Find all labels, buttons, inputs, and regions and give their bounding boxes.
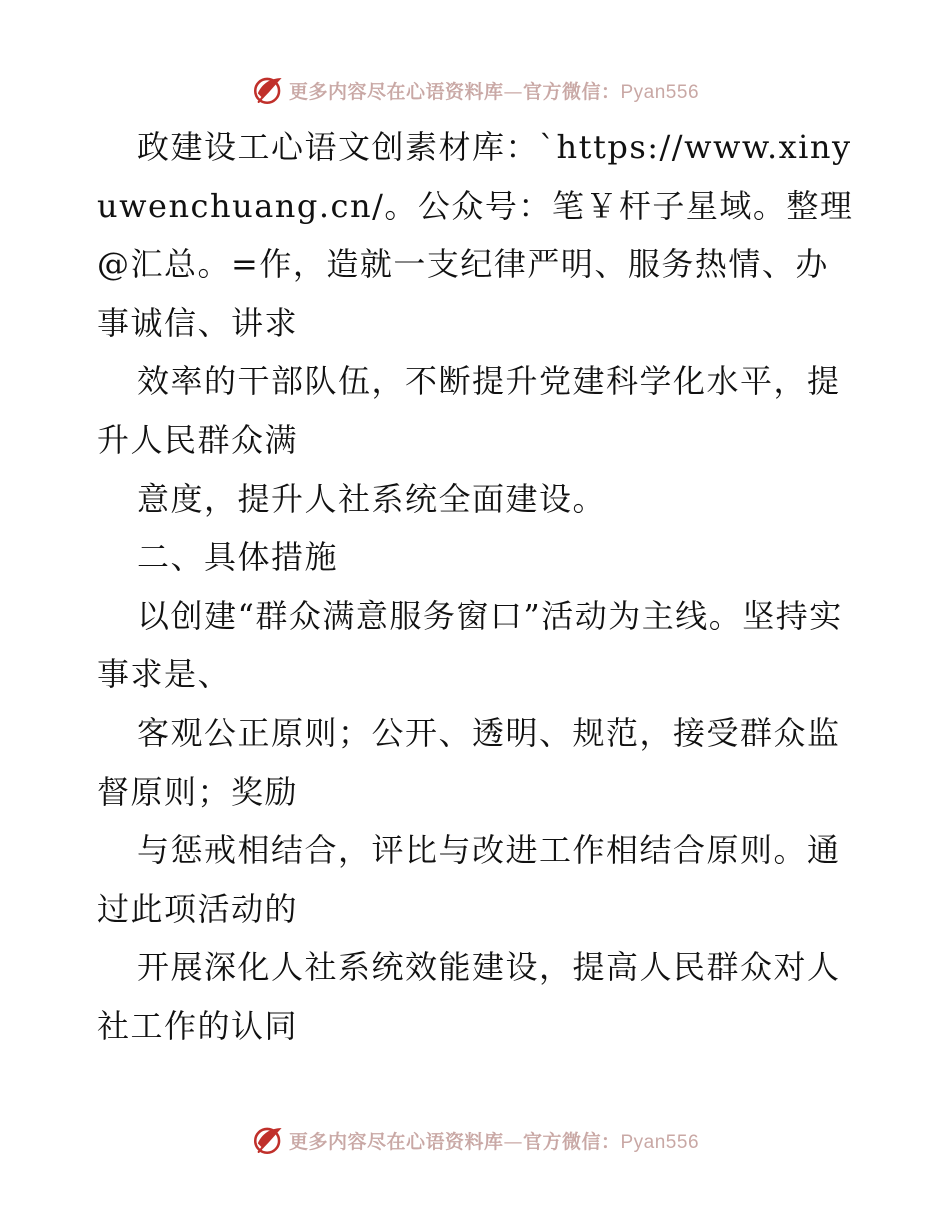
footer-banner-main: 更多内容尽在心语资料库 xyxy=(288,1130,504,1153)
header-watermark-text xyxy=(289,77,699,104)
pen-nib-circle-icon xyxy=(251,1123,285,1157)
document-body xyxy=(97,118,857,1056)
footer-banner-wechat-label: 官方微信： xyxy=(522,1130,621,1153)
paragraph: 以创建“群众满意服务窗口”活动为主线。坚持实事求是、 xyxy=(97,596,843,694)
pen-nib-circle-icon xyxy=(251,73,285,107)
paragraph: 与惩戒相结合，评比与改进工作相结合原则。通过此项活动的 xyxy=(97,831,841,928)
header-banner-wechat-label: 官方微信： xyxy=(522,80,621,103)
footer-banner-dash: — xyxy=(503,1130,523,1153)
paragraph: 客观公正原则；公开、透明、规范，接受群众监督原则；奖励 xyxy=(97,713,841,811)
footer-watermark-text xyxy=(289,1127,699,1154)
header-banner-main: 更多内容尽在心语资料库 xyxy=(288,80,504,103)
footer-watermark-banner xyxy=(0,1120,950,1160)
paragraph: 效率的干部队伍，不断提升党建科学化水平，提升人民群众满 xyxy=(97,362,841,459)
section-heading: 二、具体措施 xyxy=(137,538,339,577)
footer-banner-wechat-id: Pyan556 xyxy=(620,1131,700,1153)
paragraph: 意度，提升人社系统全面建设。 xyxy=(137,479,607,518)
header-watermark-banner xyxy=(0,70,950,110)
paragraph: 政建设工心语文创素材库：`https://www.xinyuwenchuang.cn/。公众号：笔￥杆子星域。整理@汇总。=作，造就一支纪律严明、服务热情、办事诚信、讲求 xyxy=(97,128,854,342)
paragraph: 开展深化人社系统效能建设，提高人民群众对人社工作的认同 xyxy=(97,948,841,1045)
header-banner-wechat-id: Pyan556 xyxy=(620,81,700,103)
header-banner-dash: — xyxy=(503,80,523,103)
